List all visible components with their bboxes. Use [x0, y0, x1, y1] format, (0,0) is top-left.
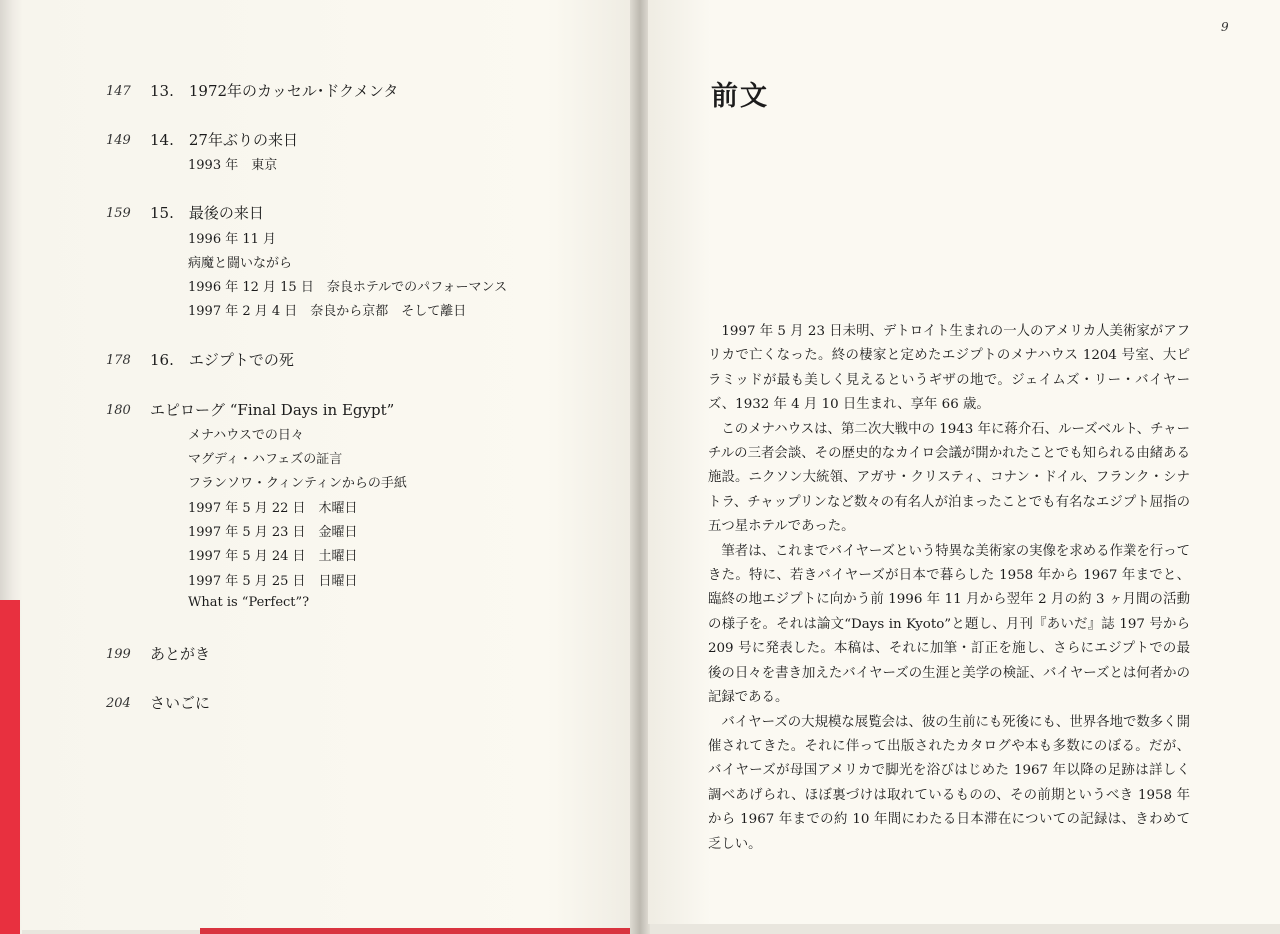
toc-subsection: 1996 年 12 月 15 日 奈良ホテルでのパフォーマンス	[188, 280, 508, 295]
toc-chapter-title: 15. 最後の来日	[150, 204, 264, 222]
toc-subsection: 1997 年 5 月 22 日 木曜日	[188, 501, 358, 516]
toc-page-number: 180	[106, 403, 131, 418]
toc-subsection: 病魔と闘いながら	[188, 256, 293, 271]
toc-subsection: 1997 年 5 月 23 日 金曜日	[188, 525, 358, 540]
toc-subsection: 1997 年 5 月 25 日 日曜日	[188, 574, 358, 589]
toc-page-number: 159	[106, 206, 131, 221]
paragraph: バイヤーズの大規模な展覧会は、彼の生前にも死後にも、世界各地で数多く開催されてきた。それに伴って出版されたカタログや本も多数にのぼる。だが、バイヤーズが母国アメリカで脚光を浴びはじめた 1967 年以降の足跡は詳しく調べあげられ、ほぼ裏づけは取れているものの、その前期というべき 1958 年から 1967 年までの約 10 年間にわたる日本滞在についての記録は、きわめて乏しい。	[708, 714, 1190, 852]
book-gutter	[630, 0, 650, 934]
toc-chapter-title: エピローグ “Final Days in Egypt”	[150, 401, 395, 419]
paragraph: 1997 年 5 月 23 日未明、デトロイト生まれの一人のアメリカ人美術家がアフリカで亡くなった。終の棲家と定めたエジプトのメナハウス 1204 号室、大ピラミッドが最も美しく見えるというギザの地で。ジェイムズ・リー・バイヤーズ、1932 年 4 月 10 日生まれ、享年 66 歳。	[708, 324, 1190, 413]
toc-subsection: What is “Perfect”?	[188, 595, 310, 610]
toc-subsection: 1997 年 2 月 4 日 奈良から京都 そして離日	[188, 304, 467, 319]
toc-subsection: 1996 年 11 月	[188, 232, 277, 247]
toc-chapter-title: さいごに	[150, 694, 211, 712]
bottom-red-edge	[200, 928, 630, 934]
toc-chapter-title: 13. 1972年のカッセル･ドクメンタ	[150, 82, 399, 100]
body-text	[708, 320, 1190, 857]
toc-chapter-title: 14. 27年ぶりの来日	[150, 131, 298, 149]
toc-chapter-title: 16. エジプトでの死	[150, 351, 294, 369]
toc-subsection: マグディ・ハフェズの証言	[188, 452, 343, 467]
section-heading: 前文	[711, 81, 769, 112]
toc-page-number: 149	[106, 133, 131, 148]
paragraph: 筆者は、これまでバイヤーズという特異な美術家の実像を求める作業を行ってきた。特に、若きバイヤーズが日本で暮らした 1958 年から 1967 年までと、臨終の地エジプトに向かう前 1996 年 11 月から翌年 2 月の約 3 ヶ月間の活動の様子を。それは論文“Days in Kyoto”と題し、月刊『あいだ』誌 197 号から 209 号に発表した。本稿は、それに加筆・訂正を施し、さらにエジプトでの最後の日々を書き加えたバイヤーズの生涯と美学の検証、バイヤーズとは何者かの記録である。	[708, 543, 1190, 706]
toc-page-number: 204	[106, 696, 131, 711]
toc-subsection: 1993 年 東京	[188, 158, 278, 173]
toc-subsection: メナハウスでの日々	[188, 428, 304, 443]
page-number: 9	[1221, 20, 1229, 34]
toc-page-number: 199	[106, 647, 131, 662]
toc-page-number: 178	[106, 353, 131, 368]
toc-chapter-title: あとがき	[150, 645, 211, 663]
red-cover-edge	[0, 600, 20, 934]
toc-subsection: 1997 年 5 月 24 日 土曜日	[188, 549, 358, 564]
toc-page-number: 147	[106, 84, 131, 99]
toc-subsection: フランソワ・クィンティンからの手紙	[188, 476, 407, 491]
paragraph: このメナハウスは、第二次大戦中の 1943 年に蒋介石、ルーズベルト、チャーチルの三者会談、その歴史的なカイロ会議が開かれたことでも知られる由緒ある施設。ニクソン大統領、アガサ・クリスティ、コナン・ドイル、フランク・シナトラ、チャップリンなど数々の有名人が泊まったことでも有名なエジプト屈指の五つ星ホテルであった。	[708, 421, 1190, 535]
